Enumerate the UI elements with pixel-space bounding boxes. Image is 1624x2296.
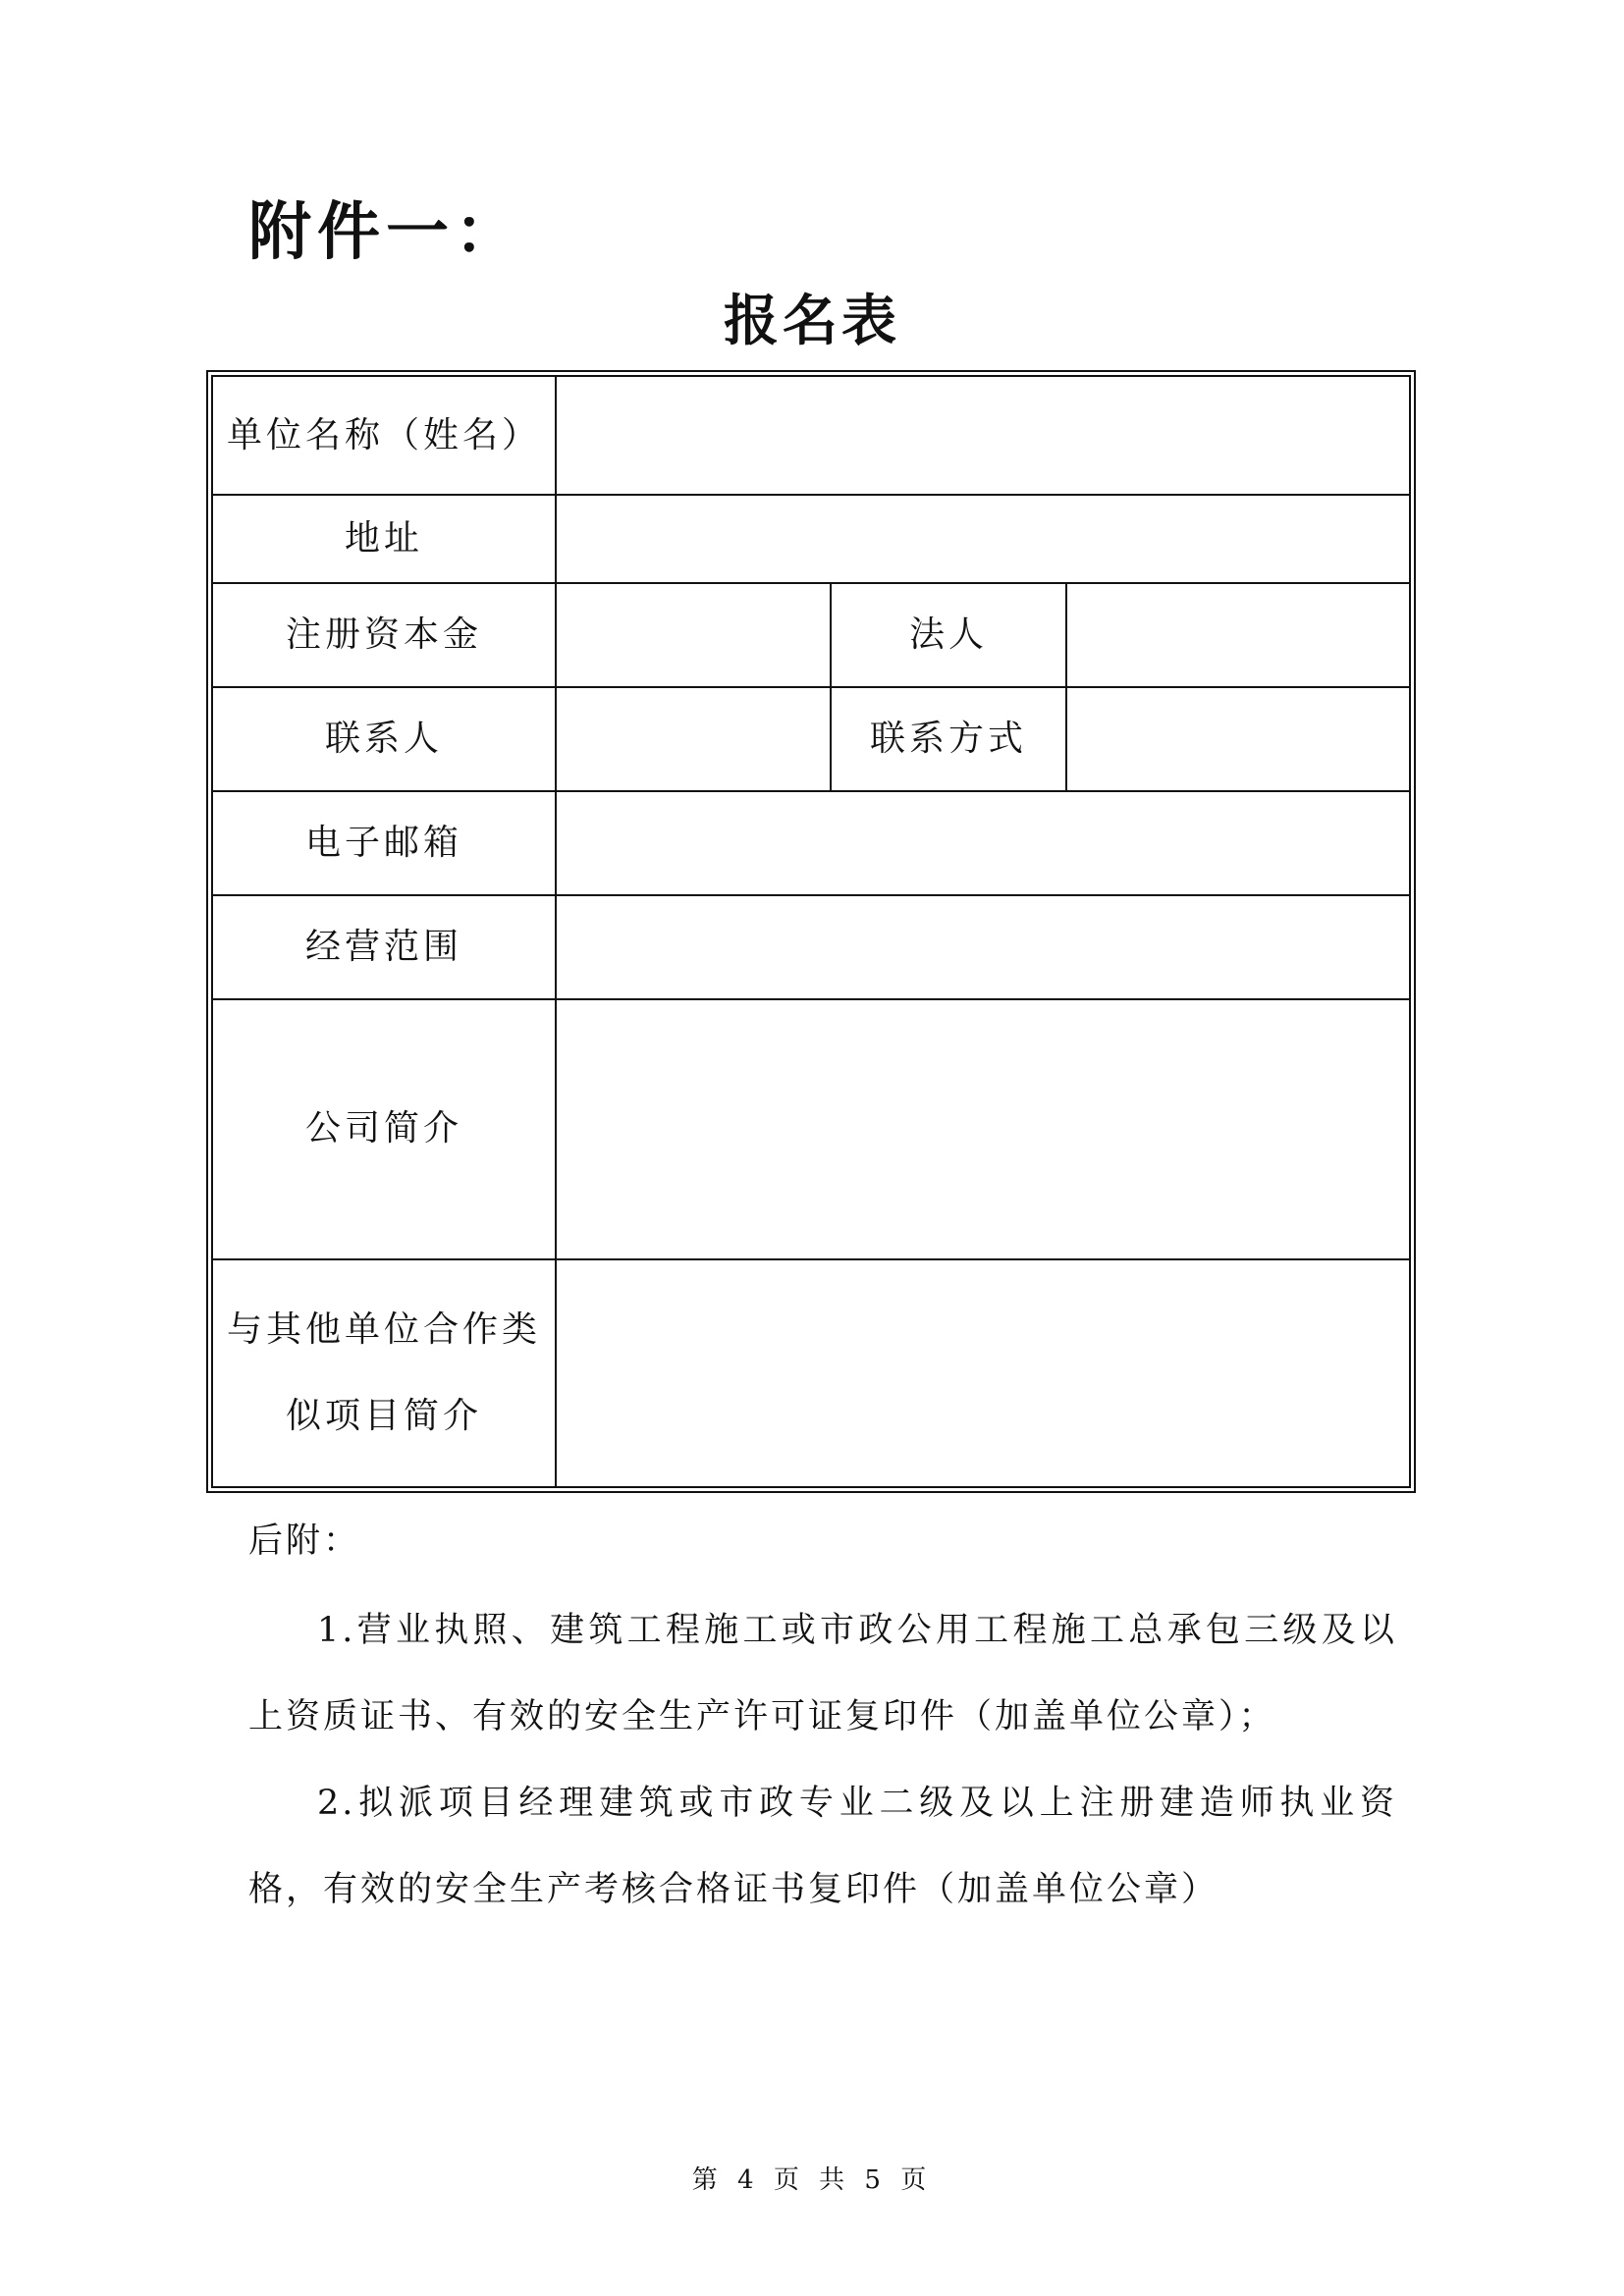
attachments-notes <box>248 1517 1397 1933</box>
address-label: 地址 <box>212 495 556 583</box>
address-value[interactable] <box>556 495 1410 583</box>
cooperation-projects-label: 与其他单位合作类似项目简介 <box>212 1259 556 1487</box>
form-row-registered-capital <box>212 583 1410 687</box>
email-value[interactable] <box>556 791 1410 895</box>
unit-name-value[interactable] <box>556 376 1410 495</box>
page-number: 第 4 页 共 5 页 <box>691 2165 933 2195</box>
registered-capital-label: 注册资本金 <box>212 583 556 687</box>
company-profile-label: 公司简介 <box>212 999 556 1259</box>
company-profile-value[interactable] <box>556 999 1410 1259</box>
note-item-1: 1.营业执照、建筑工程施工或市政公用工程施工总承包三级及以上资质证书、有效的安全生产许可证复印件（加盖单位公章）； <box>248 1611 1397 1736</box>
note-item-2: 2.拟派项目经理建筑或市政专业二级及以上注册建造师执业资格，有效的安全生产考核合格证书复印件（加盖单位公章） <box>248 1784 1397 1909</box>
unit-name-label: 单位名称（姓名） <box>212 376 556 495</box>
notes-heading: 后附： <box>248 1522 361 1561</box>
registered-capital-value[interactable] <box>556 583 831 687</box>
form-row-email <box>212 791 1410 895</box>
form-row-contact <box>212 687 1410 791</box>
form-row-cooperation-projects <box>212 1259 1410 1487</box>
contact-person-value[interactable] <box>556 687 831 791</box>
email-label: 电子邮箱 <box>212 791 556 895</box>
registration-form-table <box>211 375 1411 1488</box>
form-row-address <box>212 495 1410 583</box>
business-scope-value[interactable] <box>556 895 1410 999</box>
business-scope-label: 经营范围 <box>212 895 556 999</box>
form-row-company-profile <box>212 999 1410 1259</box>
form-title: 报名表 <box>724 290 900 353</box>
attachment-label: 附件一： <box>248 196 523 269</box>
legal-person-value[interactable] <box>1066 583 1410 687</box>
form-row-unit-name <box>212 376 1410 495</box>
contact-method-value[interactable] <box>1066 687 1410 791</box>
contact-person-label: 联系人 <box>212 687 556 791</box>
contact-method-label: 联系方式 <box>831 687 1066 791</box>
form-row-business-scope <box>212 895 1410 999</box>
cooperation-projects-value[interactable] <box>556 1259 1410 1487</box>
legal-person-label: 法人 <box>831 583 1066 687</box>
